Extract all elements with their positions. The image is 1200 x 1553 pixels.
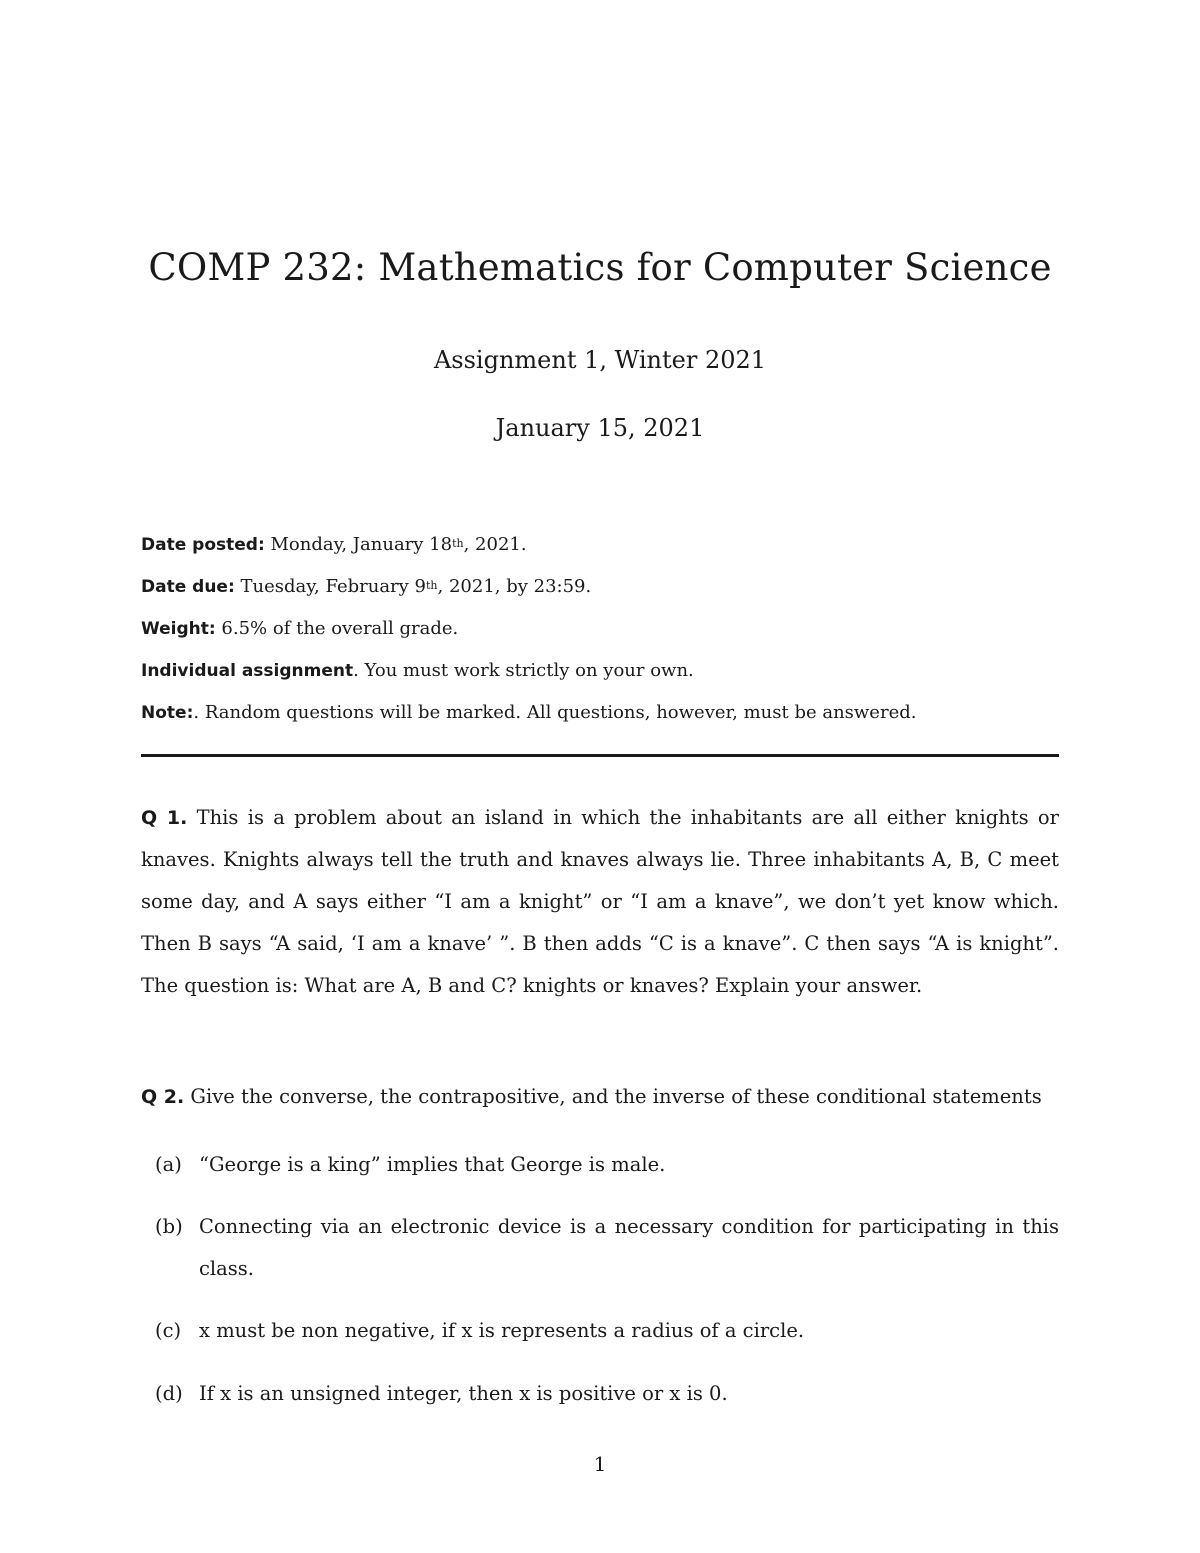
note-line	[141, 702, 1061, 723]
question-2-text: Give the converse, the contrapositive, and the inverse of these conditional statements	[184, 1085, 1042, 1108]
date-posted-line	[141, 534, 1061, 555]
question-2	[141, 1076, 1059, 1118]
date-due-value: Tuesday, February 9	[234, 576, 427, 597]
item-marker: (a)	[155, 1153, 182, 1176]
date-due-rest: , 2021, by 23:59.	[437, 576, 592, 597]
question-1-label: Q 1.	[141, 807, 188, 829]
item-marker: (d)	[155, 1382, 183, 1405]
item-marker: (c)	[155, 1319, 182, 1342]
document-title: COMP 232: Mathematics for Computer Science	[148, 246, 1052, 289]
individual-text: . You must work strictly on your own.	[353, 660, 694, 681]
weight-line	[141, 618, 1061, 639]
note-label: Note:	[141, 703, 194, 723]
question-1-text: This is a problem about an island in which the inhabitants are all either knights or knaves. Knights always tell the truth and knaves always lie. Three inhabitants A, B, C meet some day, and A says either “I am a knight” or “I am a knave”, we don’t yet know which. Then B says “A said, ‘I am a knave’ ”. B then adds “C is a knave”. C then says “A is knight”. The question is: What are A, B and C? knights or knaves? Explain your answer.	[141, 806, 1059, 997]
date-posted-suffix: th	[452, 537, 464, 550]
individual-label: Individual assignment	[141, 661, 354, 681]
date-posted-year: , 2021.	[463, 534, 527, 555]
item-text: x must be non negative, if x is represents a radius of a circle.	[199, 1319, 805, 1342]
item-text: “George is a king” implies that George is male.	[199, 1153, 666, 1176]
date-due-label: Date due:	[141, 577, 235, 597]
horizontal-rule	[141, 754, 1059, 757]
question-2-label: Q 2.	[141, 1086, 185, 1108]
weight-value: 6.5% of the overall grade.	[215, 618, 459, 639]
document-date: January 15, 2021	[495, 414, 705, 442]
question-1	[141, 797, 1059, 1007]
individual-line	[141, 660, 1061, 681]
date-posted-value: Monday, January 18	[264, 534, 453, 555]
item-marker: (b)	[155, 1215, 183, 1238]
document-subtitle: Assignment 1, Winter 2021	[433, 346, 767, 374]
item-text: Connecting via an electronic device is a necessary condition for participating in this class.	[199, 1215, 1059, 1280]
date-posted-label: Date posted:	[141, 535, 265, 555]
note-text: . Random questions will be marked. All questions, however, must be answered.	[193, 702, 917, 723]
date-due-line	[141, 576, 1061, 597]
date-due-suffix: th	[426, 579, 438, 592]
item-text: If x is an unsigned integer, then x is positive or x is 0.	[199, 1382, 728, 1405]
weight-label: Weight:	[141, 619, 216, 639]
page-number: 1	[593, 1452, 607, 1476]
